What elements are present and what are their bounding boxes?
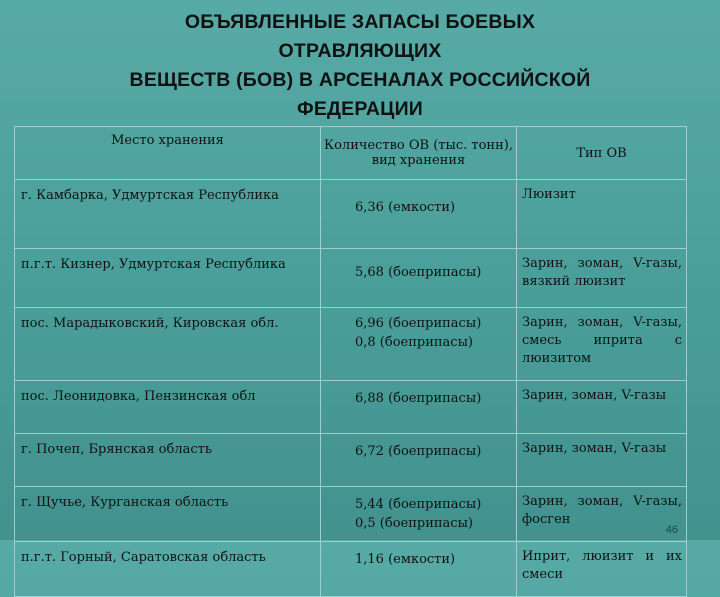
cell-type: Зарин, зоман, V-газы — [517, 381, 687, 434]
header-place: Место хранения — [15, 127, 321, 180]
cell-quantity — [321, 308, 517, 381]
cell-place: г. Щучье, Курганская область — [15, 487, 321, 542]
table-row — [15, 180, 687, 249]
header-quantity: Количество ОВ (тыс. тонн), вид хранения — [321, 127, 517, 180]
title-line-2: ОТРАВЛЯЮЩИХ — [278, 40, 442, 62]
title-line-1: ОБЪЯВЛЕННЫЕ ЗАПАСЫ БОЕВЫХ — [184, 11, 536, 33]
cell-place: г. Почеп, Брянская область — [15, 434, 321, 487]
cell-type: Люизит — [517, 180, 687, 249]
quantity-value: 1,16 (емкости) — [355, 552, 456, 567]
quantity-value: 6,36 (емкости) — [355, 200, 456, 215]
quantity-value: 6,88 (боеприпасы) — [355, 391, 482, 406]
quantity-value: 5,68 (боеприпасы) — [355, 265, 482, 280]
cell-place: пос. Марадыковский, Кировская обл. — [15, 308, 321, 381]
cell-quantity — [321, 249, 517, 308]
page-number: 46 — [665, 524, 678, 536]
cell-place: п.г.т. Горный, Саратовская область — [15, 542, 321, 597]
cell-quantity — [321, 434, 517, 487]
table-header-row — [15, 127, 687, 180]
table-row — [15, 434, 687, 487]
cell-type: Зарин, зоман, V-газы — [517, 434, 687, 487]
cell-type: Зарин, зоман, V-газы, вязкий люизит — [517, 249, 687, 308]
quantity-value: 6,72 (боеприпасы) — [355, 444, 482, 459]
storage-table — [14, 126, 687, 597]
title-line-4: ФЕДЕРАЦИИ — [297, 98, 423, 120]
table-row — [15, 249, 687, 308]
cell-type: Иприт, люизит и их смеси — [517, 542, 687, 597]
table-row — [15, 381, 687, 434]
cell-quantity — [321, 180, 517, 249]
header-type: Тип ОВ — [517, 127, 687, 180]
cell-place: п.г.т. Кизнер, Удмуртская Республика — [15, 249, 321, 308]
cell-place: г. Камбарка, Удмуртская Республика — [15, 180, 321, 249]
cell-quantity — [321, 542, 517, 597]
table-row — [15, 308, 687, 381]
table-row — [15, 542, 687, 597]
cell-quantity — [321, 381, 517, 434]
cell-type: Зарин, зоман, V-газы, смесь иприта с люизитом — [517, 308, 687, 381]
slide-title — [60, 8, 660, 124]
quantity-value: 6,96 (боеприпасы) — [355, 316, 482, 331]
table-row — [15, 487, 687, 542]
cell-type: Зарин, зоман, V-газы, фосген — [517, 487, 687, 542]
quantity-value-2: 0,5 (боеприпасы) — [355, 516, 473, 531]
cell-place: пос. Леонидовка, Пензинская обл — [15, 381, 321, 434]
quantity-value-2: 0,8 (боеприпасы) — [355, 335, 473, 350]
cell-quantity — [321, 487, 517, 542]
quantity-value: 5,44 (боеприпасы) — [355, 497, 482, 512]
title-line-3: ВЕЩЕСТВ (БОВ) В АРСЕНАЛАХ РОССИЙСКОЙ — [129, 69, 591, 91]
